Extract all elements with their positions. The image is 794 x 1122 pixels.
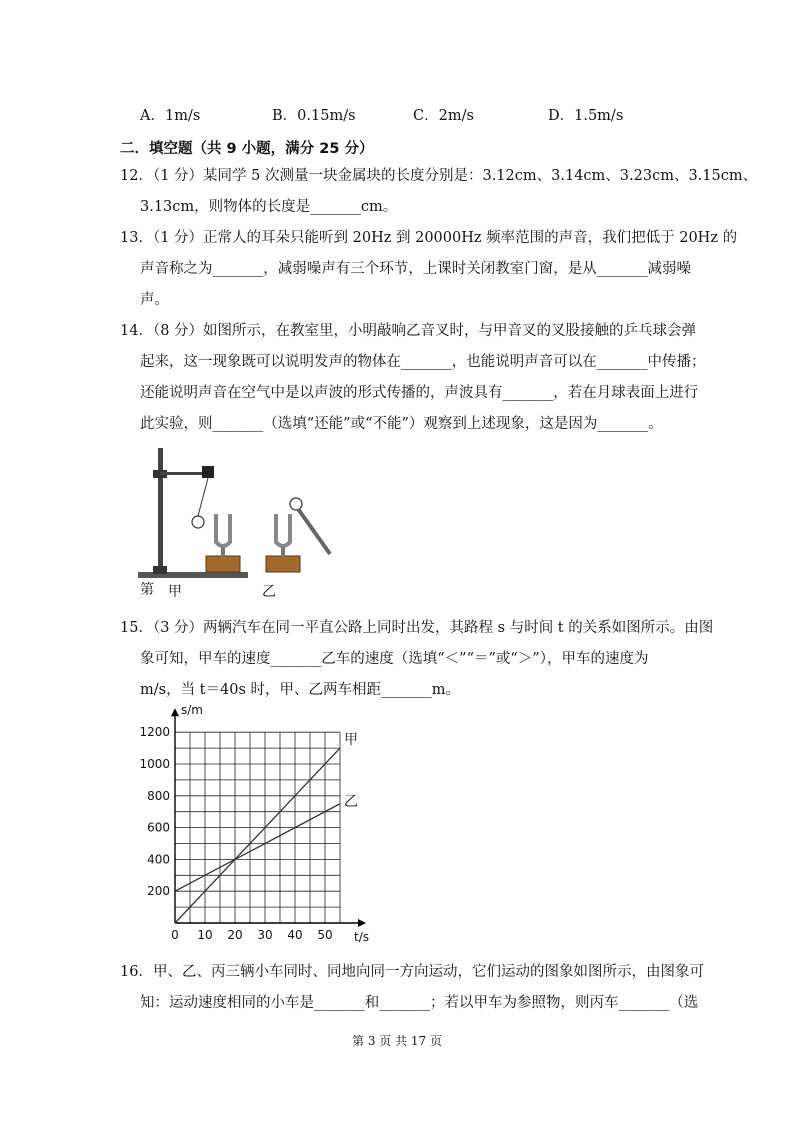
y-tick-label: 400 [147, 852, 170, 867]
option-d: D．1.5m/s [548, 108, 624, 124]
question-13-line-1: 13．（1 分）正常人的耳朵只能听到 20Hz 到 20000Hz 频率范围的声音，我们把低于 20Hz 的 [120, 230, 738, 246]
x-tick-label: 40 [287, 928, 303, 942]
y-tick-label: 600 [147, 820, 170, 835]
option-b: B．0.15m/s [272, 108, 356, 124]
y-axis-label: s/m [181, 705, 203, 718]
question-14-line-4: 此实验，则_______（选填“还能”或“不能”）观察到上述现象，这是因为_______。 [140, 416, 663, 432]
fork-yi-box [266, 556, 300, 572]
figure-label-left: 第 [140, 582, 154, 598]
y-axis-arrow [171, 708, 179, 716]
y-tick-label: 800 [147, 788, 170, 803]
x-axis-arrow [358, 919, 366, 927]
question-15-line-3: m/s，当 t＝40s 时，甲、乙两车相距_______m。 [140, 682, 461, 698]
fork-yi [276, 514, 290, 546]
pendulum-thread [198, 478, 208, 516]
question-14-line-3: 还能说明声音在空气中是以声波的形式传播的，声波具有_______，若在月球表面上进行 [140, 385, 699, 401]
x-axis-label: t/s [354, 930, 369, 944]
option-c: C．2m/s [413, 108, 474, 124]
x-tick-label: 30 [257, 928, 273, 942]
y-tick-label: 1200 [139, 725, 170, 740]
fork-jia-box [206, 556, 240, 572]
stand-arm-clamp [202, 466, 214, 478]
series-line-jia [175, 748, 340, 923]
ping-pong-ball [192, 516, 204, 528]
x-tick-label: 10 [197, 928, 213, 942]
x-tick-label: 50 [317, 928, 333, 942]
stand-clamp-bottom [153, 566, 167, 574]
distance-time-chart [130, 705, 400, 945]
section-title: 二．填空题（共 9 小题，满分 25 分） [120, 141, 374, 157]
question-14-line-1: 14．（8 分）如图所示，在教室里，小明敲响乙音叉时，与甲音叉的叉股接触的乒乓球会弹 [120, 323, 697, 339]
stand-pole [158, 448, 163, 574]
question-13-line-2: 声音称之为_______，减弱噪声有三个环节，上课时关闭教室门窗，是从_______减弱噪 [140, 261, 691, 277]
question-16-line-2: 知：运动速度相同的小车是_______和_______；若以甲车为参照物，则丙车_______（选 [140, 995, 699, 1011]
tuning-fork-figure [138, 444, 368, 604]
y-tick-label: 200 [147, 884, 170, 899]
figure-label-yi: 乙 [262, 584, 276, 600]
page-footer: 第 3 页 共 17 页 [352, 1034, 442, 1048]
question-12-line-2: 3.13cm，则物体的长度是_______cm。 [140, 199, 398, 215]
mallet-head [290, 498, 302, 510]
fork-yi-stem [281, 547, 285, 557]
series-label-jia: 甲 [344, 732, 358, 749]
x-tick-label: 0 [171, 928, 179, 942]
question-14-line-2: 起来，这一现象既可以说明发声的物体在_______，也能说明声音可以在_______中传播； [140, 354, 706, 370]
x-tick-label: 20 [227, 928, 243, 942]
fork-jia [216, 514, 230, 546]
mallet-handle [296, 506, 330, 554]
figure-label-jia: 甲 [168, 584, 182, 600]
question-12-line-1: 12．（1 分）某同学 5 次测量一块金属块的长度分别是：3.12cm、3.14cm、3.23cm、3.15cm、 [120, 168, 758, 184]
fork-jia-stem [221, 547, 225, 557]
y-tick-label: 1000 [139, 757, 170, 771]
series-line-yi [175, 804, 340, 891]
series-label-yi: 乙 [344, 793, 358, 810]
question-15-line-1: 15．（3 分）两辆汽车在同一平直公路上同时出发，其路程 s 与时间 t 的关系如图所示。由图 [120, 620, 714, 636]
question-16-line-1: 16．甲、乙、丙三辆小车同时、同地向同一方向运动，它们运动的图象如图所示，由图象可 [120, 964, 704, 980]
question-15-line-2: 象可知，甲车的速度_______乙车的速度（选填“＜”“＝”或“＞”），甲车的速度为 [140, 651, 649, 667]
question-13-line-3: 声。 [140, 292, 169, 308]
option-a: A．1m/s [140, 108, 201, 124]
